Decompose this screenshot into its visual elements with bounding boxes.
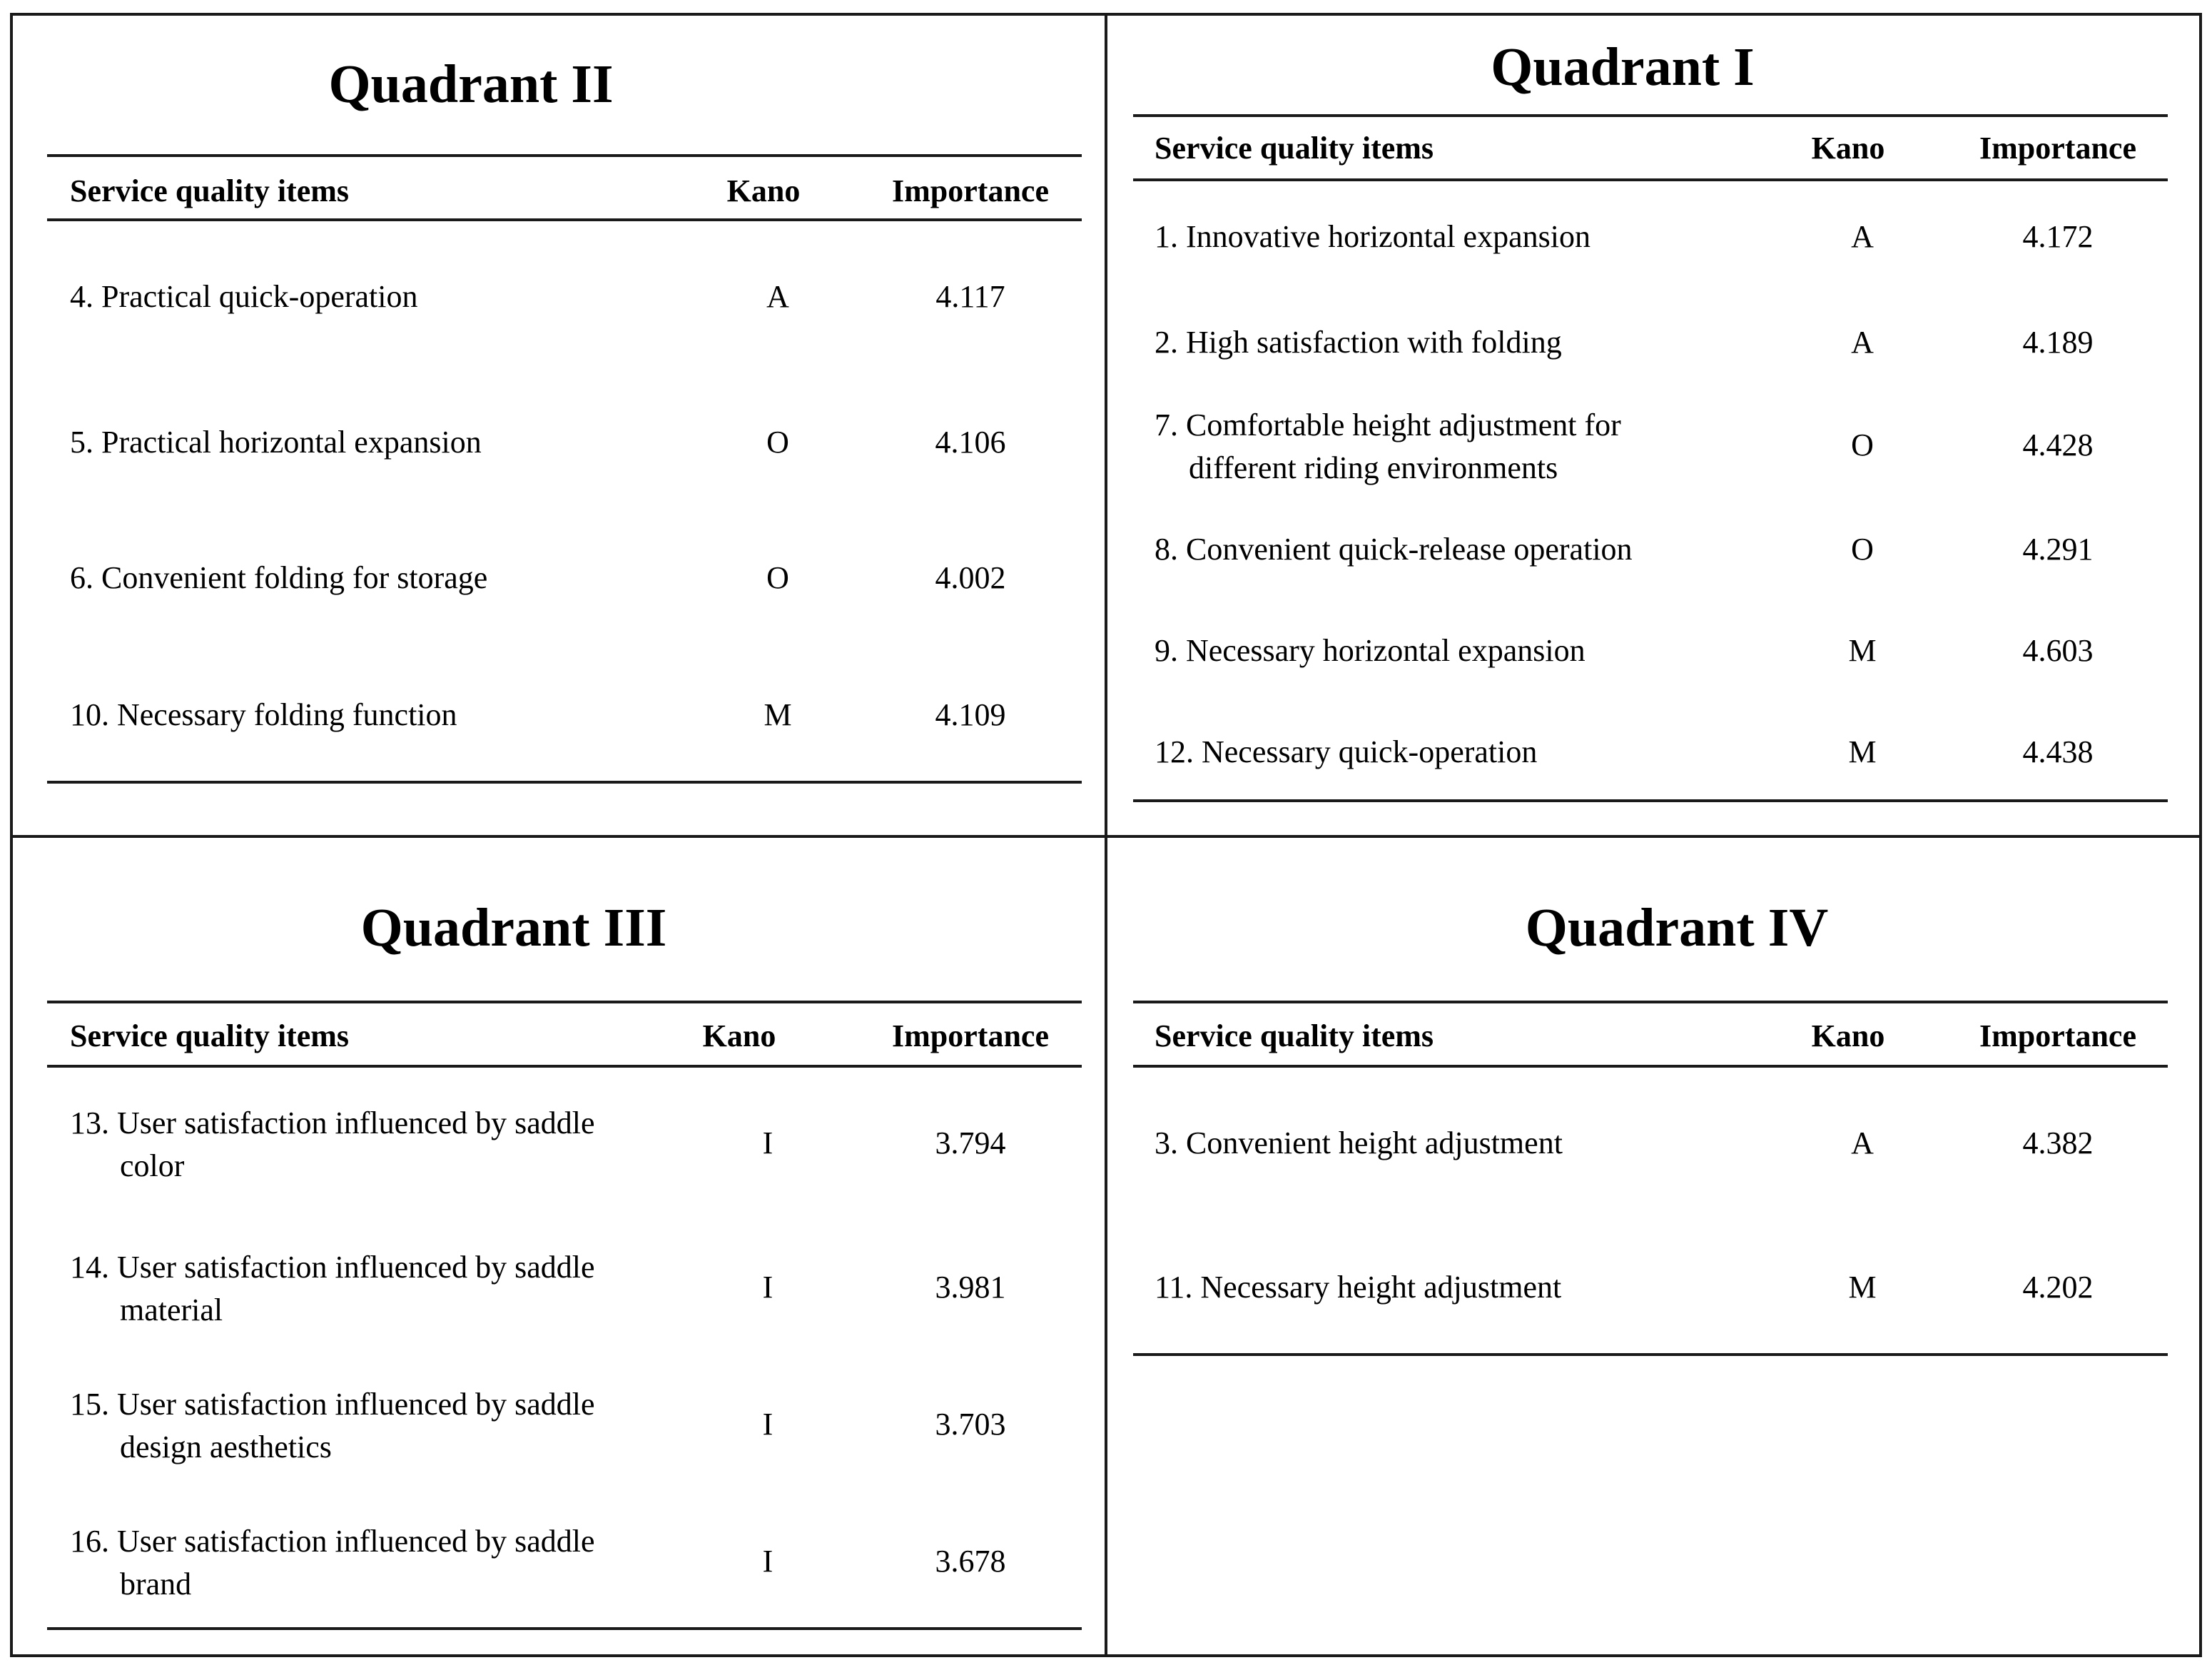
item-line-1: 16. User satisfaction influenced by saddle — [70, 1524, 595, 1559]
header-service-quality-items: Service quality items — [70, 173, 350, 208]
table-row-kano: A — [1851, 325, 1874, 360]
table-row-kano: O — [766, 560, 789, 595]
header-importance: Importance — [892, 1018, 1049, 1053]
header-service-quality-items: Service quality items — [1155, 131, 1434, 166]
table-row-kano: O — [766, 425, 789, 460]
table-row-kano: M — [1848, 734, 1877, 769]
table-row-item: 1. Innovative horizontal expansion — [1155, 219, 1590, 254]
item-line-1: 14. User satisfaction influenced by saddle — [70, 1250, 595, 1285]
table-row-item — [70, 1383, 595, 1469]
table-row-kano: O — [1851, 427, 1874, 462]
header-kano: Kano — [1811, 131, 1885, 166]
table-row-item: 8. Convenient quick-release operation — [1155, 532, 1633, 567]
table-row-item: 5. Practical horizontal expansion — [70, 425, 482, 460]
item-line-2: design aesthetics — [120, 1429, 332, 1464]
table-row-importance: 4.603 — [2022, 633, 2094, 668]
table-row-importance: 4.189 — [2022, 325, 2094, 360]
table-row-kano: I — [762, 1407, 773, 1442]
table-row-item — [70, 1246, 595, 1332]
table-row-importance: 4.106 — [935, 425, 1006, 460]
quadrant-iv-title: Quadrant IV — [1525, 898, 1829, 958]
table-row-importance: 4.291 — [2022, 532, 2094, 567]
table-row-importance: 3.981 — [935, 1270, 1006, 1305]
table-bottom-rule — [1133, 799, 2168, 802]
item-line-2: material — [120, 1292, 223, 1327]
item-line-1: 7. Comfortable height adjustment for — [1155, 408, 1621, 442]
table-row-kano: M — [763, 697, 792, 732]
table-row-item: 11. Necessary height adjustment — [1155, 1270, 1562, 1305]
table-row-kano: M — [1848, 1270, 1877, 1305]
table-row-item: 6. Convenient folding for storage — [70, 560, 488, 595]
table-row-kano: O — [1851, 532, 1874, 567]
table-row-importance: 4.428 — [2022, 427, 2094, 462]
header-kano: Kano — [726, 173, 801, 208]
header-service-quality-items: Service quality items — [1155, 1018, 1434, 1053]
header-importance: Importance — [892, 173, 1049, 208]
table-row-item: 3. Convenient height adjustment — [1155, 1125, 1563, 1160]
header-importance: Importance — [1979, 131, 2136, 166]
table-row-kano: M — [1848, 633, 1877, 668]
table-row-kano: A — [1851, 1125, 1874, 1160]
table-row-importance: 4.117 — [935, 279, 1005, 314]
item-line-1: 15. User satisfaction influenced by saddle — [70, 1387, 595, 1422]
item-line-1: 13. User satisfaction influenced by saddle — [70, 1105, 595, 1140]
table-row-kano: A — [1851, 219, 1874, 254]
table-row-importance: 4.438 — [2022, 734, 2094, 769]
quadrant-i-title: Quadrant I — [1491, 37, 1755, 97]
table-top-rule — [1133, 114, 2168, 117]
header-kano: Kano — [1811, 1018, 1885, 1053]
table-row-kano: I — [762, 1544, 773, 1579]
header-importance: Importance — [1979, 1018, 2136, 1053]
table-row-item: 2. High satisfaction with folding — [1155, 325, 1562, 360]
table-row-importance: 4.382 — [2022, 1125, 2094, 1160]
table-bottom-rule — [47, 1627, 1082, 1630]
table-row-kano: I — [762, 1125, 773, 1160]
table-row-item — [70, 1520, 595, 1606]
horizontal-divider — [10, 835, 2202, 838]
table-row-importance: 4.109 — [935, 697, 1006, 732]
header-kano: Kano — [702, 1018, 776, 1053]
table-top-rule — [47, 154, 1082, 157]
table-bottom-rule — [1133, 1353, 2168, 1356]
table-bottom-rule — [47, 781, 1082, 784]
table-row-importance: 3.794 — [935, 1125, 1006, 1160]
table-row-importance: 3.703 — [935, 1407, 1006, 1442]
quadrant-ii-title: Quadrant II — [328, 54, 614, 114]
table-row-item — [1155, 404, 1621, 490]
table-row-item: 12. Necessary quick-operation — [1155, 734, 1538, 769]
header-bottom-rule — [1133, 178, 2168, 181]
table-top-rule — [1133, 1001, 2168, 1003]
header-bottom-rule — [47, 1065, 1082, 1068]
table-row-item: 4. Practical quick-operation — [70, 279, 418, 314]
table-row-kano: I — [762, 1270, 773, 1305]
table-row-importance: 3.678 — [935, 1544, 1006, 1579]
table-row-importance: 4.172 — [2022, 219, 2094, 254]
table-top-rule — [47, 1001, 1082, 1003]
item-line-2: different riding environments — [1189, 450, 1558, 485]
header-bottom-rule — [1133, 1065, 2168, 1068]
item-line-2: brand — [120, 1567, 192, 1601]
table-row-importance: 4.002 — [935, 560, 1006, 595]
table-row-item: 10. Necessary folding function — [70, 697, 457, 732]
table-row-item — [70, 1102, 595, 1188]
table-row-importance: 4.202 — [2022, 1270, 2094, 1305]
table-row-item: 9. Necessary horizontal expansion — [1155, 633, 1586, 668]
header-service-quality-items: Service quality items — [70, 1018, 350, 1053]
header-bottom-rule — [47, 218, 1082, 221]
quadrant-iii-title: Quadrant III — [360, 898, 667, 958]
item-line-2: color — [120, 1148, 185, 1183]
table-row-kano: A — [766, 279, 789, 314]
